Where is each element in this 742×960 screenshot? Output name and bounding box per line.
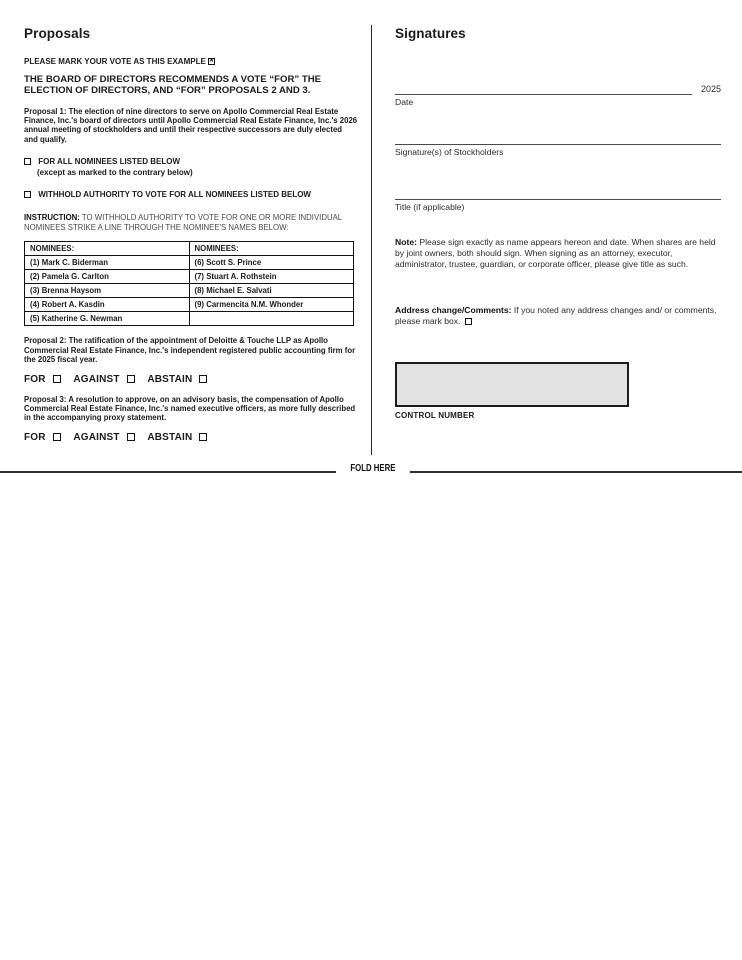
proposal2-for-checkbox[interactable]	[53, 375, 61, 383]
proposal2-against-label: AGAINST	[73, 373, 120, 385]
address-change-note	[395, 305, 721, 327]
fold-here-row	[0, 463, 742, 477]
nominee-empty-cell	[189, 312, 354, 326]
nominee-6: (6) Scott S. Prince	[189, 256, 354, 270]
address-change-checkbox[interactable]	[465, 318, 472, 325]
withhold-authority-label: WITHHOLD AUTHORITY TO VOTE FOR ALL NOMINEES LISTED BELOW	[38, 190, 311, 200]
nominees-row	[25, 312, 354, 326]
nominees-row	[25, 270, 354, 284]
proposals-section	[24, 26, 358, 443]
signatures-section	[395, 26, 721, 420]
example-checked-checkbox-icon	[208, 58, 215, 65]
signature-fill-line[interactable]	[395, 133, 721, 145]
proposal3-for-label: FOR	[24, 431, 46, 443]
fold-here-label: FOLD HERE	[350, 463, 396, 474]
title-label: Title (if applicable)	[395, 202, 465, 212]
proposal2-against-checkbox[interactable]	[127, 375, 135, 383]
date-fill-line[interactable]	[395, 83, 692, 95]
signature-label: Signature(s) of Stockholders	[395, 147, 504, 157]
nominees-header-row	[25, 242, 354, 256]
proposal2-text: Proposal 2: The ratification of the appointment of Deloitte & Touche LLP as Apollo Commercial Real Estate Finance, Inc.'s independent registered public accounting firm for the 2025 fiscal year.	[24, 336, 356, 365]
proposal2-abstain-checkbox[interactable]	[199, 375, 207, 383]
withhold-instruction-text: TO WITHHOLD AUTHORITY TO VOTE FOR ONE OR MORE INDIVIDUAL NOMINEES STRIKE A LINE THROUGH THE NOMINEE'S NAMES BELOW:	[24, 213, 347, 232]
nominee-4: (4) Robert A. Kasdin	[25, 298, 190, 312]
proposal2-for-label: FOR	[24, 373, 46, 385]
nominee-7: (7) Stuart A. Rothstein	[189, 270, 354, 284]
withhold-authority-checkbox[interactable]	[24, 191, 31, 198]
nominees-header-right: NOMINEES:	[189, 242, 354, 256]
proposal3-for-checkbox[interactable]	[53, 433, 61, 441]
signing-note-text: Please sign exactly as name appears hereon and date. When shares are held by joint owners, both should sign. When signing as an attorney, executor, administrator, trustee, guardian, or corporate officer, please give title as such.	[395, 237, 716, 269]
nominee-8: (8) Michael E. Salvati	[189, 284, 354, 298]
nominees-row	[25, 256, 354, 270]
for-all-nominees-checkbox[interactable]	[24, 158, 31, 165]
address-change-label: Address change/Comments:	[395, 305, 512, 315]
nominees-header-left: NOMINEES:	[25, 242, 190, 256]
withhold-instruction-label: INSTRUCTION:	[24, 213, 80, 223]
fold-rule-right	[410, 471, 742, 473]
nominee-1: (1) Mark C. Biderman	[25, 256, 190, 270]
title-fill-line[interactable]	[395, 188, 721, 200]
for-all-nominees-label: FOR ALL NOMINEES LISTED BELOW	[38, 157, 181, 167]
control-number-box	[395, 362, 629, 407]
proposal3-abstain-checkbox[interactable]	[199, 433, 207, 441]
proposal3-abstain-label: ABSTAIN	[147, 431, 193, 443]
nominees-table	[24, 241, 354, 326]
date-label: Date	[395, 97, 414, 107]
year-text: 2025	[700, 84, 721, 94]
proposal3-against-checkbox[interactable]	[127, 433, 135, 441]
withhold-instruction	[24, 213, 358, 232]
mark-vote-example-text: PLEASE MARK YOUR VOTE AS THIS EXAMPLE	[24, 57, 206, 66]
withhold-authority-option	[24, 190, 358, 199]
signatures-heading: Signatures	[395, 26, 466, 41]
signing-note	[395, 237, 721, 270]
column-divider	[371, 25, 372, 455]
proposal2-vote-row	[24, 374, 358, 385]
nominees-row	[25, 284, 354, 298]
date-field-row	[395, 83, 721, 95]
nominees-row	[25, 298, 354, 312]
signing-note-label: Note:	[395, 237, 417, 247]
nominee-9: (9) Carmencita N.M. Whonder	[189, 298, 354, 312]
nominee-5: (5) Katherine G. Newman	[25, 312, 190, 326]
proposal3-against-label: AGAINST	[73, 431, 120, 443]
for-all-nominees-option	[24, 157, 358, 166]
address-change-text: If you noted any address changes and/ or comments, please mark box.	[395, 305, 717, 326]
board-recommendation-text: THE BOARD OF DIRECTORS RECOMMENDS A VOTE “FOR” THE ELECTION OF DIRECTORS, AND “FOR” PROPOSALS 2 AND 3.	[24, 74, 322, 96]
fold-rule-left	[0, 471, 336, 473]
proposal1-text: Proposal 1: The election of nine directors to serve on Apollo Commercial Real Estate Finance, Inc.'s board of directors until Apollo Commercial Real Estate Finance, Inc.'s 2026 annual meeting of stockholders and until their respective successors are duly elected and qualify.	[24, 106, 358, 144]
proposal3-text: Proposal 3: A resolution to approve, on an advisory basis, the compensation of Apollo Commercial Real Estate Finance, Inc.'s named executive officers, as more fully described in the accompanying proxy statement.	[24, 394, 356, 423]
for-all-nominees-note: (except as marked to the contrary below)	[37, 168, 193, 178]
proposal2-abstain-label: ABSTAIN	[147, 373, 193, 385]
proposals-heading: Proposals	[24, 26, 91, 41]
nominee-2: (2) Pamela G. Carlton	[25, 270, 190, 284]
control-number-label: CONTROL NUMBER	[395, 411, 475, 420]
nominee-3: (3) Brenna Haysom	[25, 284, 190, 298]
mark-vote-example-line	[24, 57, 358, 66]
proposal3-vote-row	[24, 432, 358, 443]
